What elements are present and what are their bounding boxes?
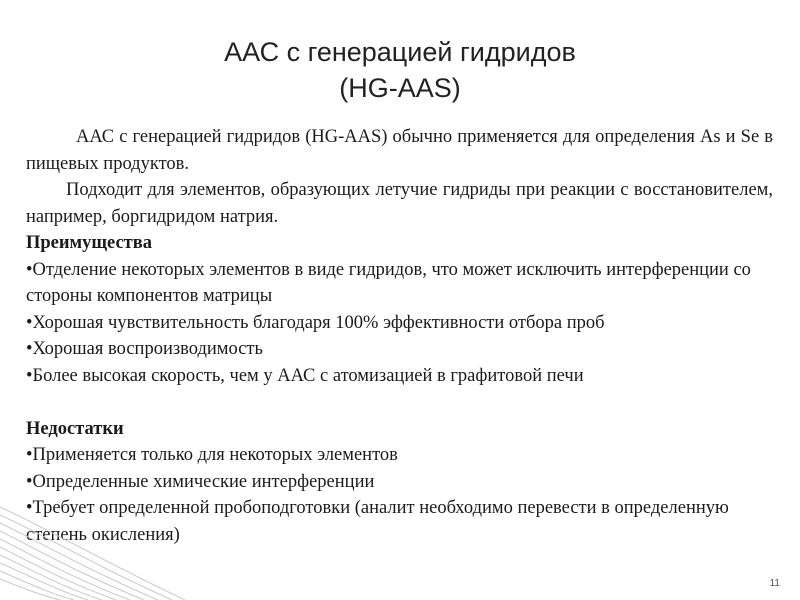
advantage-item: •Хорошая чувствительность благодаря 100% эффективности отбора проб — [26, 312, 605, 333]
advantage-item: •Более высокая скорость, чем у ААС с атомизацией в графитовой печи — [26, 365, 584, 386]
disadvantages-heading: Недостатки — [26, 418, 124, 439]
slide-body — [26, 124, 773, 548]
intro-paragraph-1: ААС с генерацией гидридов (HG-AAS) обычно применяется для определения As и Se в пищевых продуктов. — [26, 127, 773, 174]
disadvantage-item: •Определенные химические интерференции — [26, 471, 375, 492]
section-spacer — [26, 389, 773, 416]
title-line-1: ААС с генерацией гидридов — [224, 37, 576, 67]
title-line-2: (HG-AAS) — [339, 73, 461, 103]
advantage-item: •Хорошая воспроизводимость — [26, 339, 263, 359]
advantages-heading: Преимущества — [26, 233, 152, 253]
slide-title — [150, 34, 650, 106]
advantage-item: •Отделение некоторых элементов в виде гидридов, что может исключить интерференции со стороны компонентов матрицы — [26, 259, 751, 306]
page-number: 11 — [769, 578, 780, 589]
intro-paragraph-2: Подходит для элементов, образующих летучие гидриды при реакции с восстановителем, например, боргидридом натрия. — [26, 180, 773, 227]
disadvantage-item: •Применяется только для некоторых элементов — [26, 445, 398, 465]
disadvantage-item: •Требует определенной пробоподготовки (аналит необходимо перевести в определенную степень окисления) — [26, 498, 729, 545]
